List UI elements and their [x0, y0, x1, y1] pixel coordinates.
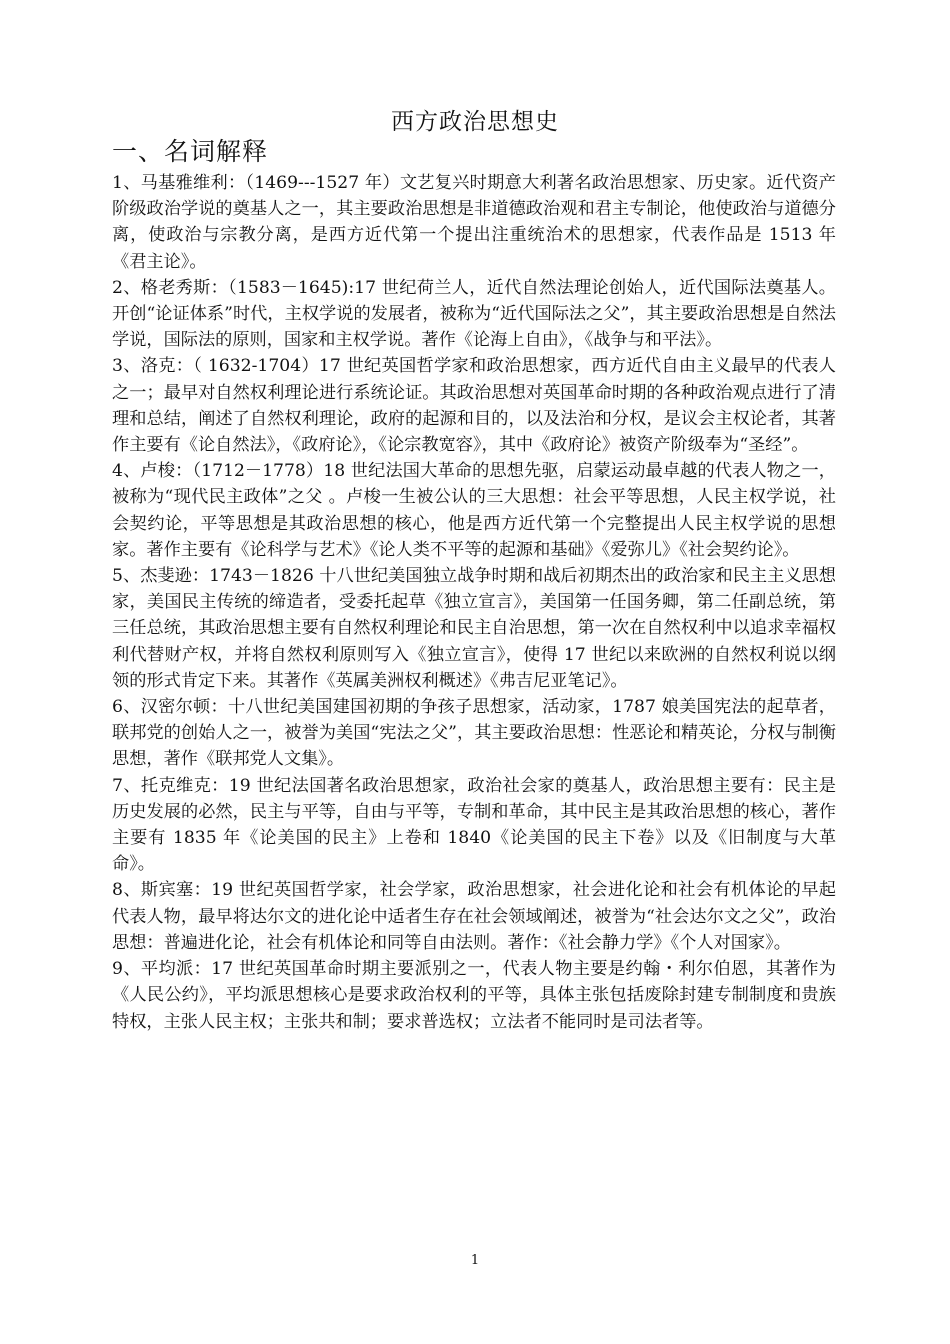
document-title: 西方政治思想史 — [391, 109, 559, 135]
term-entry-locke: 3、洛克：（ 1632-1704）17 世纪英国哲学家和政治思想家，西方近代自由主义最早的代表人之一；最早对自然权利理论进行系统论证。其政治思想对英国革命时期的各种政治观点进行了清理和总结，阐述了自然权利理论，政府的起源和目的，以及法治和分权，是议会主权论者，其著作主要有《论自然法》，《政府论》，《论宗教宽容》，其中《政府论》被资产阶级奉为“圣经”。 — [112, 356, 836, 456]
term-entry-levellers: 9、平均派：17 世纪英国革命时期主要派别之一，代表人物主要是约翰・利尔伯恩，其著作为《人民公约》，平均派思想核心是要求政治权利的平等，具体主张包括废除封建专制制度和贵族特权，主张人民主权；主张共和制；要求普选权；立法者不能同时是司法者等。 — [112, 959, 836, 1032]
term-entry-tocqueville: 7、托克维克：19 世纪法国著名政治思想家，政治社会家的奠基人，政治思想主要有：民主是历史发展的必然，民主与平等，自由与平等，专制和革命，其中民主是其政治思想的核心，著作主要有 1835 年《论美国的民主》上卷和 1840《论美国的民主下卷》以及《旧制度与大革命》。 — [112, 775, 837, 875]
section-heading: 一、名词解释 — [112, 137, 269, 166]
term-entry-spencer: 8、斯宾塞：19 世纪英国哲学家，社会学家，政治思想家，社会进化论和社会有机体论的早起代表人物，最早将达尔文的进化论中适者生存在社会领域阐述，被誉为“社会达尔文之父”，政治思想：普遍进化论，社会有机体论和同等自由法则。著作：《社会静力学》《个人对国家》。 — [112, 880, 836, 953]
term-definitions — [112, 170, 836, 1035]
term-entry-jefferson: 5、杰斐逊：1743－1826 十八世纪美国独立战争时期和战后初期杰出的政治家和民主主义思想家，美国民主传统的缔造者，受委托起草《独立宣言》，美国第一任国务卿，第二任副总统，第三任总统，其政治思想主要有自然权利理论和民主自治思想，第一次在自然权利中以追求幸福权利代替财产权，并将自然权利原则写入《独立宣言》，使得 17 世纪以来欧洲的自然权利说以纲领的形式肯定下来。其著作《英属美洲权利概述》《弗吉尼亚笔记》。 — [112, 566, 836, 691]
term-entry-rousseau: 4、卢梭：（1712－1778）18 世纪法国大革命的思想先驱，启蒙运动最卓越的代表人物之一，被称为“现代民主政体”之父 。卢梭一生被公认的三大思想：社会平等思想，人民主权学说，社会契约论，平等思想是其政治思想的核心，他是西方近代第一个完整提出人民主权学说的思想家。著作主要有《论科学与艺术》《论人类不平等的起源和基础》《爱弥儿》《社会契约论》。 — [112, 461, 836, 560]
page-number: 1 — [470, 1253, 480, 1268]
term-entry-hamilton: 6、汉密尔顿：十八世纪美国建国初期的争孩子思想家，活动家，1787 娘美国宪法的起草者，联邦党的创始人之一，被誉为美国“宪法之父”，其主要政治思想：性恶论和精英论，分权与制衡思想，著作《联邦党人文集》。 — [112, 697, 836, 770]
term-entry-machiavelli: 1、马基雅维利：（1469---1527 年）文艺复兴时期意大利著名政治思想家、历史家。近代资产阶级政治学说的奠基人之一，其主要政治思想是非道德政治观和君主专制论，他使政治与道德分离，使政治与宗教分离，是西方近代第一个提出注重统治术的思想家，代表作品是 1513 年《君主论》。 — [112, 173, 836, 272]
term-entry-grotius: 2、格老秀斯：（1583－1645):17 世纪荷兰人，近代自然法理论创始人，近代国际法奠基人。开创“论证体系”时代，主权学说的发展者，被称为“近代国际法之父”，其主要政治思想是自然法学说，国际法的原则，国家和主权学说。著作《论海上自由》，《战争与和平法》。 — [112, 277, 836, 351]
